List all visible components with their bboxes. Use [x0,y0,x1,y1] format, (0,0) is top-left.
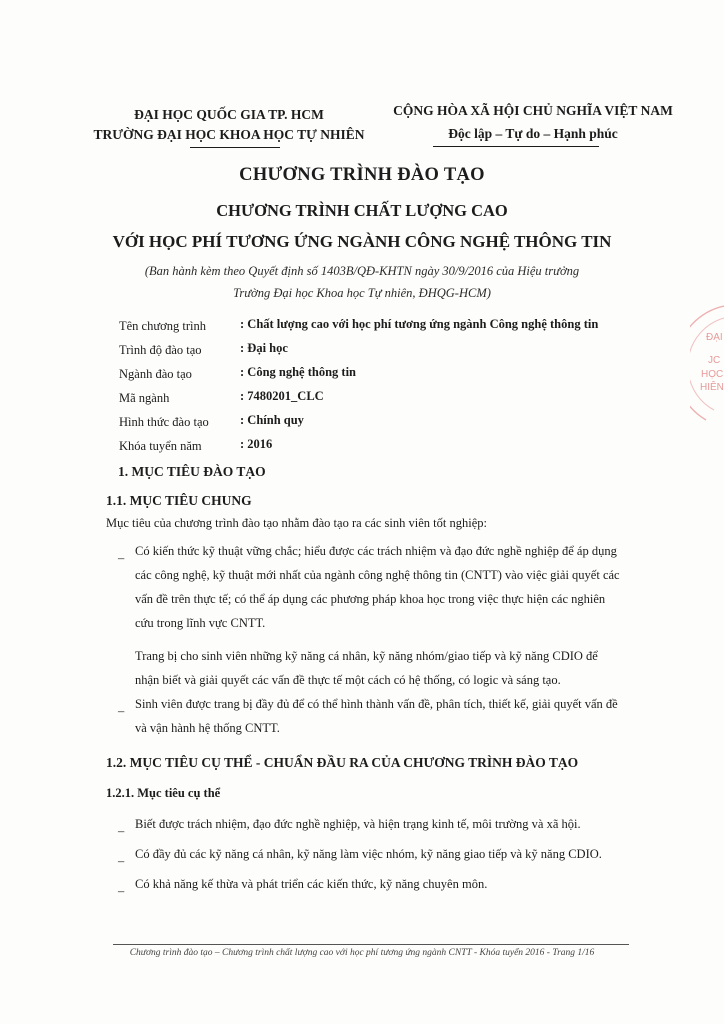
info-label: Ngành đào tạo [119,367,192,381]
subsubsection-heading: 1.2.1. Mục tiêu cụ thể [106,786,221,800]
page-subtitle-major: VỚI HỌC PHÍ TƯƠNG ỨNG NGÀNH CÔNG NGHỆ THÔNG TIN [112,232,612,251]
bullet-dash: – [118,704,125,718]
page-footer: Chương trình đào tạo – Chương trình chất lượng cao với học phí tương ứng ngành CNTT - Khóa tuyển 2016 - Trang 1/16 [129,948,595,958]
info-value: : Công nghệ thông tin [240,365,356,379]
info-value: : Đại học [240,341,288,355]
info-value: : Chính quy [240,413,304,427]
header-left-underline [190,147,280,148]
stamp-text: ĐẠI [706,332,723,343]
info-label: Hình thức đào tạo [119,415,209,429]
header-faculty: TRƯỜNG ĐẠI HỌC KHOA HỌC TỰ NHIÊN [93,127,365,142]
stamp-text: JC [708,355,721,366]
info-label: Trình độ đào tạo [119,343,202,357]
info-label: Khóa tuyển năm [119,439,202,453]
info-value: : 7480201_CLC [240,389,324,403]
bullet-dash: – [118,884,125,898]
info-value: : Chất lượng cao với học phí tương ứng ngành Công nghệ thông tin [240,317,599,331]
header-country: CỘNG HÒA XÃ HỘI CHỦ NGHĨA VIỆT NAM [393,103,673,118]
page-title: CHƯƠNG TRÌNH ĐÀO TẠO [239,165,485,185]
bullet-line: Trang bị cho sinh viên những kỹ năng cá nhân, kỹ năng nhóm/giao tiếp và kỹ năng CDIO để [135,649,598,663]
decision-note-line2: Trường Đại học Khoa học Tự nhiên, ĐHQG-HCM) [233,286,491,300]
header-right-underline [433,146,599,147]
bullet-dash: – [118,854,125,868]
bullet-line: Có khả năng kế thừa và phát triển các kiến thức, kỹ năng chuyên môn. [135,877,488,891]
info-value: : 2016 [240,437,273,451]
bullet-line: các công nghệ, kỹ thuật mới nhất của ngành công nghệ thông tin (CNTT) vào việc giải quyết các [135,568,620,582]
header-university: ĐẠI HỌC QUỐC GIA TP. HCM [134,107,324,122]
intro-paragraph: Mục tiêu của chương trình đào tạo nhằm đào tạo ra các sinh viên tốt nghiệp: [106,516,487,530]
bullet-line: và vận hành hệ thống CNTT. [135,721,280,735]
decision-note-line1: (Ban hành kèm theo Quyết định số 1403B/QĐ-KHTN ngày 30/9/2016 của Hiệu trưởng [144,264,580,278]
bullet-dash: – [118,824,125,838]
page-subtitle: CHƯƠNG TRÌNH CHẤT LƯỢNG CAO [216,201,508,220]
bullet-line: vấn đề trên thực tế; có thể áp dụng các phương pháp khoa học trong việc thực hiện các nghiên [135,592,606,606]
stamp-text: HIÊN [700,382,724,393]
bullet-line: Biết được trách nhiệm, đạo đức nghề nghiệp, và hiện trạng kinh tế, môi trường và xã hội. [135,817,581,831]
header-motto: Độc lập – Tự do – Hạnh phúc [448,126,618,141]
footer-divider [113,944,629,945]
info-label: Mã ngành [119,391,170,405]
bullet-line: Có kiến thức kỹ thuật vững chắc; hiểu được các trách nhiệm và đạo đức nghề nghiệp để áp dụng [135,544,617,558]
section-heading: 1. MỤC TIÊU ĐÀO TẠO [118,464,266,479]
bullet-line: Có đầy đủ các kỹ năng cá nhân, kỹ năng làm việc nhóm, kỹ năng giao tiếp và kỹ năng CDIO. [135,847,602,861]
subsection-heading: 1.1. MỤC TIÊU CHUNG [106,493,252,508]
bullet-line: cứu trong lĩnh vực CNTT. [135,616,266,630]
bullet-dash: – [118,551,125,565]
bullet-line: nhận biết và giải quyết các vấn đề thực tế một cách có hệ thống, có logic và sáng tạo. [135,673,561,687]
stamp-text: HỌC [701,369,724,380]
info-label: Tên chương trình [119,319,206,333]
subsection-heading: 1.2. MỤC TIÊU CỤ THỂ - CHUẨN ĐẦU RA CỦA CHƯƠNG TRÌNH ĐÀO TẠO [106,755,579,770]
bullet-line: Sinh viên được trang bị đầy đủ để có thể hình thành vấn đề, phân tích, thiết kế, giải quyết vấn đề [135,697,618,711]
